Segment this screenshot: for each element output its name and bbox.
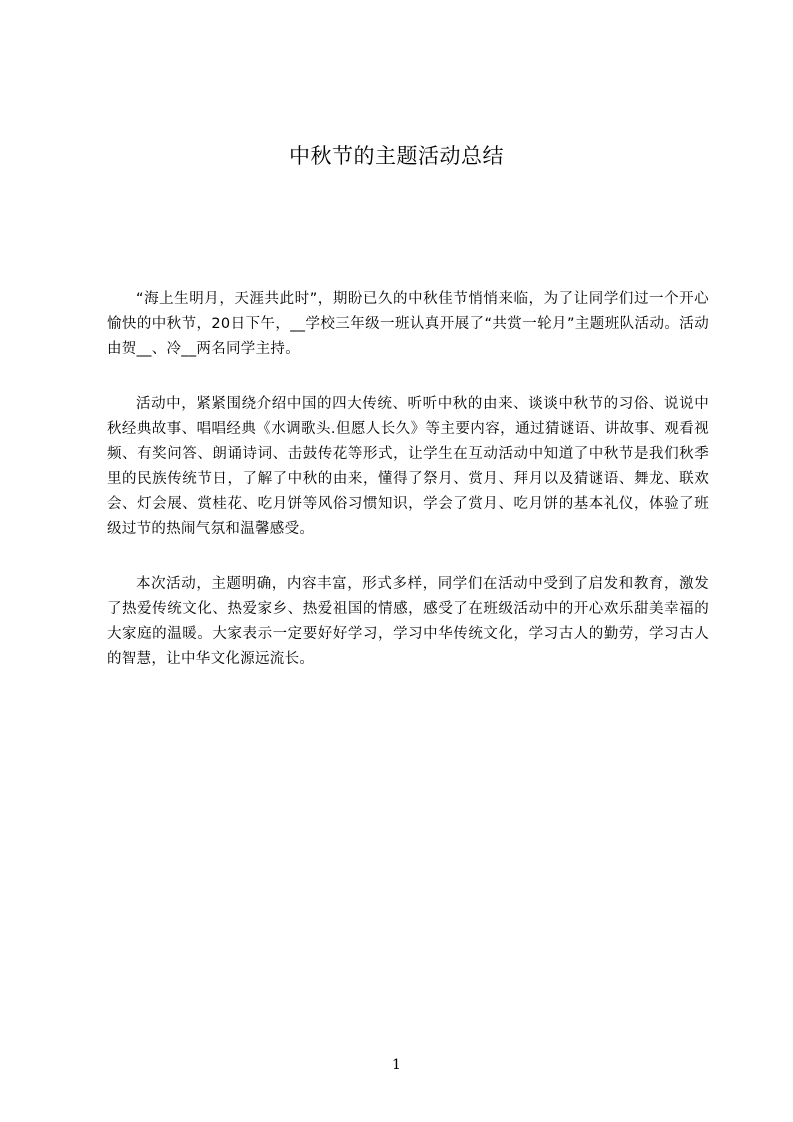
paragraph-intro: “海上生明月，天涯共此时”，期盼已久的中秋佳节悄悄来临，为了让同学们过一个开心愉快的中秋节，20日下午，__学校三年级一班认真开展了“共赏一轮月”主题班队活动。活动由贺__、冷__两名同学主持。 [107, 291, 709, 357]
document-title: 中秋节的主题活动总结 [289, 144, 504, 168]
document-body [107, 287, 709, 702]
paragraph-conclusion: 本次活动，主题明确，内容丰富，形式多样，同学们在活动中受到了启发和教育，激发了热爱传统文化、热爱家乡、热爱祖国的情感，感受了在班级活动中的开心欢乐甜美幸福的大家庭的温暖。大家表示一定要好好学习，学习中华传统文化，学习古人的勤劳，学习古人的智慧，让中华文化源远流长。 [107, 576, 709, 667]
page-number: 1 [392, 1057, 401, 1073]
paragraph-activities: 活动中，紧紧围绕介绍中国的四大传统、听听中秋的由来、谈谈中秋节的习俗、说说中秋经典故事、唱唱经典《水调歌头.但愿人长久》等主要内容，通过猜谜语、讲故事、观看视频、有奖问答、朗诵诗词、击鼓传花等形式，让学生在互动活动中知道了中秋节是我们秋季里的民族传统节日，了解了中秋的由来，懂得了祭月、赏月、拜月以及猜谜语、舞龙、联欢会、灯会展、赏桂花、吃月饼等风俗习惯知识，学会了赏月、吃月饼的基本礼仪，体验了班级过节的热闹气氛和温馨感受。 [107, 396, 709, 537]
